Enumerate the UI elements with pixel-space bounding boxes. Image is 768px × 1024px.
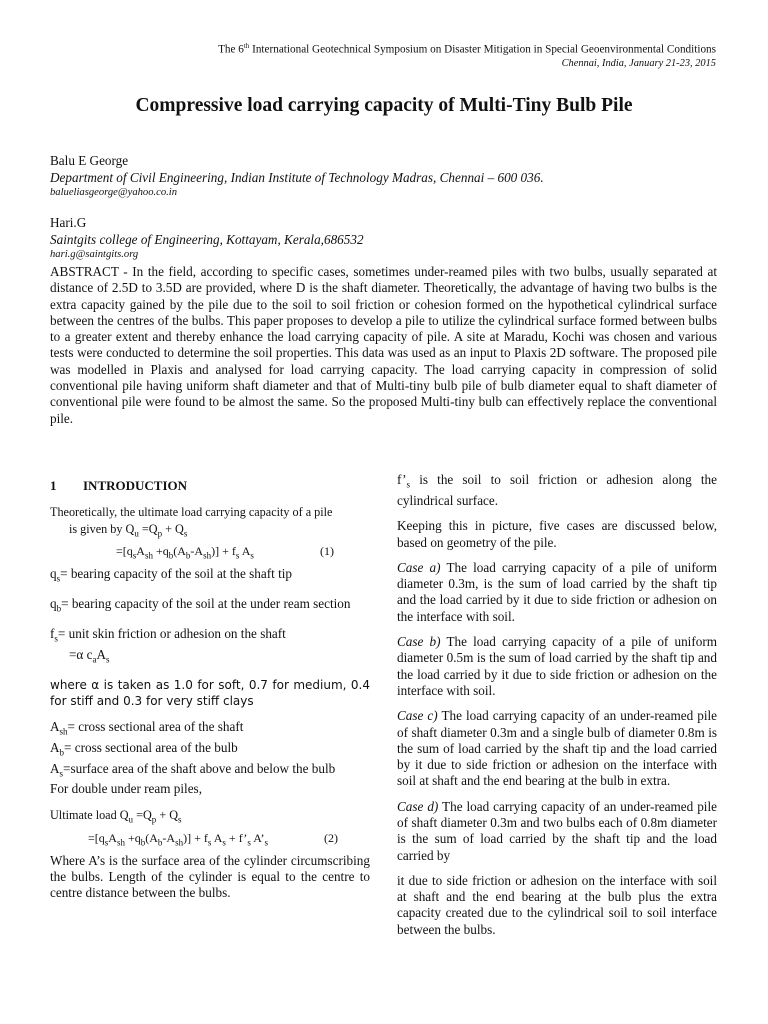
author-name: Balu E George <box>50 153 129 168</box>
cases-intro: Keeping this in picture, five cases are discussed below, based on geometry of the pile. <box>397 518 717 550</box>
case-a-paragraph: Case a) The load carrying capacity of a pile of uniform diameter 0.3m, is the sum of load carried by the shaft tip and the load carried by it due to side friction or adhesion on the interface with soil. <box>397 559 717 624</box>
left-column <box>50 472 370 901</box>
definition-as: $A_s=surface$ area of the shaft above and below the bulb <box>50 760 336 779</box>
author-email[interactable]: hari.g@saintgits.org <box>50 249 139 260</box>
definition-alpha: where α is taken as 1.0 for soft, 0.7 for medium, 0.4 for stiff and 0.3 for very stiff clays <box>50 678 370 709</box>
equation-1: $=[q_sA_{sh} +q_b(A_b-A_{sh})] + f_s$ $A_s$ (1) <box>116 544 334 561</box>
conference-header <box>218 40 716 70</box>
definition-ab: $A_b=$ cross sectional area of the bulb <box>50 739 238 758</box>
case-d-continuation: it due to side friction or adhesion on the interface with soil at shaft and the end bearing at the bulb plus the extra capacity created due to the cylindrical soil to soil interface between the bulbs. <box>397 872 717 937</box>
case-c-paragraph: Case c) The load carrying capacity of an under-reamed pile of shaft diameter 0.3m and a single bulb of diameter 0.8m is the sum of load carried by the shaft tip and the load carried by it due to side friction or adhesion on the interface with soil at shaft and the end bearing at the bulb in extra. <box>397 708 717 789</box>
section-heading: 1 INTRODUCTION <box>50 478 188 493</box>
double-ream-intro: For double under ream piles, <box>50 781 202 797</box>
equation-2: $=[q_sA_{sh} +q_b(A_b-A_{sh})] + f_s$ $A_s$ + $f’_s$ $A’_s$ (2) <box>88 830 338 847</box>
equation-number: (1) <box>320 544 334 559</box>
definition-ash: $A_{sh}=$ cross sectional area of the shaft <box>50 718 244 737</box>
intro-paragraph: Theoretically, the ultimate load carrying capacity of a pile <box>50 505 333 520</box>
definition-as-prime: Where A’s is the surface area of the cylinder circumscribing the bulbs. Length of the cylinder is equal to the centre to centre distance between the bulbs. <box>50 852 370 901</box>
case-b-paragraph: Case b) The load carrying capacity of a pile of uniform diameter 0.5m is the sum of load carried by the shaft tip and the load carried by it due to side friction or adhesion on the interface with soil. <box>397 634 717 698</box>
case-d-paragraph: Case d) The load carrying capacity of an under-reamed pile of shaft diameter 0.3m and two bulbs each of 0.8m diameter is the sum of load carried by the shaft tip and the load carried by <box>397 798 717 863</box>
intro-paragraph-cont: is given by $Q_u =Q_p + Q_s$ <box>69 521 188 539</box>
equation-number: (2) <box>324 830 338 845</box>
definition-fs-formula: =α $c_aA_s$ <box>69 647 110 665</box>
conference-location-date: Chennai, India, January 21-23, 2015 <box>561 57 716 69</box>
paper-title: Compressive load carrying capacity of Multi-Tiny Bulb Pile <box>135 95 633 116</box>
author-name: Hari.G <box>50 215 87 230</box>
definition-fs: $f_s=$ unit skin friction or adhesion on the shaft <box>50 626 286 644</box>
definition-fs-prime: $f’_s$ is the soil to soil friction or adhesion along the cylindrical surface. <box>397 472 717 508</box>
abstract: ABSTRACT - In the field, according to specific cases, sometimes under-reamed piles with two bulbs, usually separated at distance of 2.5D to 3.5D are provided, where D is the shaft diameter. Theoretically, the advantage of having two bulbs is the extra capacity gained by the pile due to the soil to soil friction or cohesion formed on the hypothetical cylindrical surface between the centres of the bulbs. This paper proposes to develop a pile to utilize the cylindrical surface formed between bulbs to a greater extent and thereby enhance the load carrying capacity of pile. A site at Maradu, Kochi was chosen and various tests were conducted to determine the soil properties. This data was used as an input to Plaxis 2D software. The proposed pile was modelled in Plaxis and analysed for load carrying capacity. The load carrying capacity in compression of solid conventional pile having uniform shaft diameter and that of Multi-tiny bulb pile of bulb diameter equal to shaft diameter of conventional pile were found to be almost the same. So the proposed Multi-tiny bulb can effectively replace the conventional pile. <box>50 264 717 426</box>
author-block <box>50 152 730 200</box>
author-list <box>50 152 730 276</box>
right-column <box>397 472 717 938</box>
author-affiliation: Saintgits college of Engineering, Kottayam, Kerala,686532 <box>50 232 364 247</box>
author-affiliation: Department of Civil Engineering, Indian Institute of Technology Madras, Chennai – 600 036. <box>50 170 544 185</box>
author-email[interactable]: balueliasgeorge@yahoo.co.in <box>50 187 178 198</box>
conference-name: The 6th International Geotechnical Symposium on Disaster Mitigation in Special Geoenvironmental Conditions <box>218 42 716 56</box>
author-block <box>50 214 730 262</box>
definition-qb: $q_b=$ bearing capacity of the soil at the under ream section <box>50 596 351 614</box>
definition-qs: $q_s=$ bearing capacity of the soil at the shaft tip <box>50 566 293 584</box>
ultimate-load-line: Ultimate load $Q_u =Q_p + Q_s$ <box>50 807 182 825</box>
